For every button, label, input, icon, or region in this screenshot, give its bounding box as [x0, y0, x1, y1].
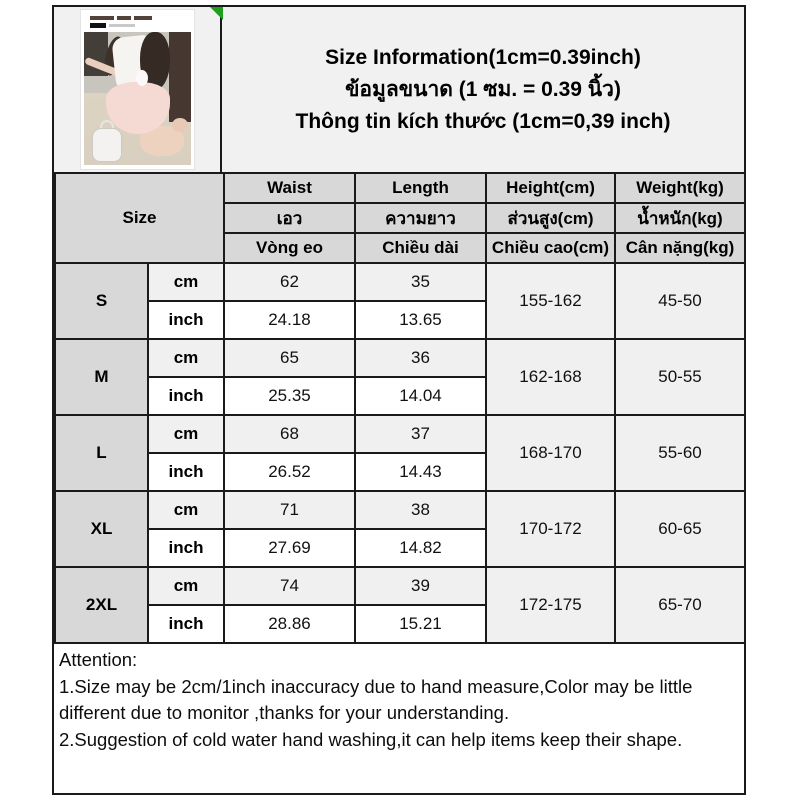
row-l-cm — [55, 415, 745, 453]
height-s: 155-162 — [486, 263, 615, 339]
height-2xl: 172-175 — [486, 567, 615, 643]
row-m-cm — [55, 339, 745, 377]
unit-inch: inch — [148, 453, 224, 491]
size-label-2xl: 2XL — [55, 567, 148, 643]
attention-note-1: 1.Size may be 2cm/1inch inaccuracy due to hand measure,Color may be little different due to monitor ,thanks for your understanding. — [59, 675, 693, 723]
waist-inch-m: 25.35 — [224, 377, 355, 415]
unit-cm: cm — [148, 415, 224, 453]
attention-note-2: 2.Suggestion of cold water hand washing,it can help items keep their shape. — [59, 728, 683, 750]
unit-cm: cm — [148, 339, 224, 377]
length-inch-2xl: 15.21 — [355, 605, 486, 643]
size-label-s: S — [55, 263, 148, 339]
height-l: 168-170 — [486, 415, 615, 491]
brand-badge-line — [109, 24, 135, 27]
unit-inch: inch — [148, 301, 224, 339]
waist-inch-xl: 27.69 — [224, 529, 355, 567]
length-inch-m: 14.04 — [355, 377, 486, 415]
waist-inch-l: 26.52 — [224, 453, 355, 491]
unit-cm: cm — [148, 263, 224, 301]
attention-section — [54, 644, 744, 793]
size-corner-header: Size — [55, 173, 224, 263]
unit-inch: inch — [148, 529, 224, 567]
col-header-height-vi: Chiều cao(cm) — [486, 233, 615, 263]
col-header-waist-vi: Vòng eo — [224, 233, 355, 263]
length-inch-s: 13.65 — [355, 301, 486, 339]
length-inch-l: 14.43 — [355, 453, 486, 491]
waist-inch-s: 24.18 — [224, 301, 355, 339]
col-header-length-th: ความยาว — [355, 203, 486, 233]
corner-fold-decoration — [210, 7, 223, 20]
brand-badge-mark — [90, 23, 106, 28]
title-english: Size Information(1cm=0.39inch) — [325, 45, 641, 69]
unit-cm: cm — [148, 567, 224, 605]
weight-m: 50-55 — [615, 339, 745, 415]
weight-2xl: 65-70 — [615, 567, 745, 643]
row-xl-cm — [55, 491, 745, 529]
height-xl: 170-172 — [486, 491, 615, 567]
product-photo-cell — [54, 7, 222, 172]
photo-foot — [172, 118, 188, 132]
col-header-height-en: Height(cm) — [486, 173, 615, 203]
photo-bag-charm — [136, 70, 148, 86]
length-cm-xl: 38 — [355, 491, 486, 529]
brand-badge — [90, 23, 135, 28]
top-section — [54, 7, 744, 172]
length-cm-m: 36 — [355, 339, 486, 377]
waist-cm-2xl: 74 — [224, 567, 355, 605]
header-row-english — [55, 173, 745, 203]
height-m: 162-168 — [486, 339, 615, 415]
title-vietnamese: Thông tin kích thước (1cm=0,39 inch) — [295, 109, 671, 133]
photo-white-bag — [92, 128, 122, 162]
length-cm-2xl: 39 — [355, 567, 486, 605]
waist-cm-l: 68 — [224, 415, 355, 453]
unit-inch: inch — [148, 377, 224, 415]
attention-heading: Attention: — [59, 649, 138, 670]
length-cm-l: 37 — [355, 415, 486, 453]
title-block — [222, 7, 744, 172]
col-header-waist-th: เอว — [224, 203, 355, 233]
unit-cm: cm — [148, 491, 224, 529]
col-header-length-vi: Chiều dài — [355, 233, 486, 263]
size-label-m: M — [55, 339, 148, 415]
size-info-sheet — [52, 5, 746, 795]
title-thai: ข้อมูลขนาด (1 ซม. = 0.39 นิ้ว) — [345, 77, 621, 101]
col-header-length-en: Length — [355, 173, 486, 203]
waist-cm-m: 65 — [224, 339, 355, 377]
length-inch-xl: 14.82 — [355, 529, 486, 567]
weight-l: 55-60 — [615, 415, 745, 491]
length-cm-s: 35 — [355, 263, 486, 301]
product-photo — [81, 10, 194, 169]
waist-cm-s: 62 — [224, 263, 355, 301]
weight-s: 45-50 — [615, 263, 745, 339]
col-header-weight-en: Weight(kg) — [615, 173, 745, 203]
waist-inch-2xl: 28.86 — [224, 605, 355, 643]
col-header-weight-vi: Cân nặng(kg) — [615, 233, 745, 263]
weight-xl: 60-65 — [615, 491, 745, 567]
row-s-cm — [55, 263, 745, 301]
size-label-l: L — [55, 415, 148, 491]
row-2xl-cm — [55, 567, 745, 605]
waist-cm-xl: 71 — [224, 491, 355, 529]
photo-door-right — [169, 32, 191, 122]
size-label-xl: XL — [55, 491, 148, 567]
unit-inch: inch — [148, 605, 224, 643]
col-header-weight-th: น้ำหนัก(kg) — [615, 203, 745, 233]
col-header-height-th: ส่วนสูง(cm) — [486, 203, 615, 233]
model-photo-illustration — [84, 32, 191, 165]
brand-text-redacted — [90, 16, 152, 20]
size-table — [54, 172, 746, 644]
col-header-waist-en: Waist — [224, 173, 355, 203]
